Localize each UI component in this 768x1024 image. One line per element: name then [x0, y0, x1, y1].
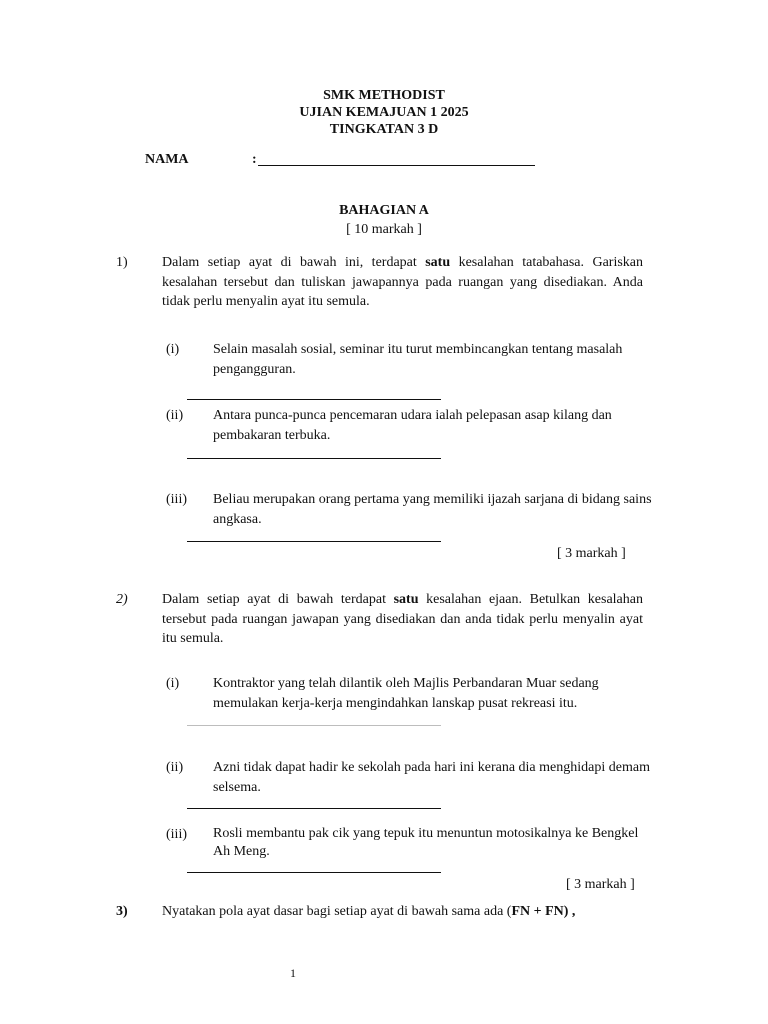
q1-item-3-answer-line[interactable]: [187, 541, 441, 542]
section-title: BAHAGIAN A: [339, 203, 429, 218]
q1-item-3-text: Beliau merupakan orang pertama yang memiliki ijazah sarjana di bidang sains angkasa.: [213, 492, 652, 527]
question-2-instruction: Dalam setiap ayat di bawah terdapat satu kesalahan ejaan. Betulkan kesalahan tersebut pada ruangan jawapan yang disediakan dan anda tidak perlu menyalin ayat itu semula.: [162, 592, 643, 646]
q1-item-1-text: Selain masalah sosial, seminar itu turut membincangkan tentang masalah pengangguran.: [213, 342, 623, 377]
question-1-marks: [ 3 markah ]: [557, 546, 626, 561]
question-1-instruction: Dalam setiap ayat di bawah ini, terdapat satu kesalahan tatabahasa. Gariskan kesalahan tersebut dan tuliskan jawapannya pada ruangan yang disediakan. Anda tidak perlu menyalin ayat itu semula.: [162, 255, 643, 309]
q2-item-3-answer-line[interactable]: [187, 872, 441, 873]
q1-item-1-number: (i): [166, 342, 180, 357]
page-number: 1: [290, 966, 296, 980]
section-marks: [ 10 markah ]: [346, 222, 422, 237]
question-2-number: 2): [116, 592, 128, 607]
q1-item-1-answer-line[interactable]: [187, 399, 441, 400]
q1-item-3-number: (iii): [166, 492, 187, 507]
q2-item-1-answer-line[interactable]: [187, 725, 441, 726]
exam-title: UJIAN KEMAJUAN 1 2025: [299, 105, 469, 120]
q2-item-1-text: Kontraktor yang telah dilantik oleh Majlis Perbandaran Muar sedang memulakan kerja-kerja mengindahkan lanskap pusat rekreasi itu.: [213, 676, 599, 711]
form-class: TINGKATAN 3 D: [329, 122, 439, 137]
q2-item-3-number: (iii): [166, 827, 187, 842]
question-3-instruction: Nyatakan pola ayat dasar bagi setiap ayat di bawah sama ada (FN + FN) ,: [162, 904, 576, 919]
q2-item-2-text: Azni tidak dapat hadir ke sekolah pada hari ini kerana dia menghidapi demam selsema.: [213, 760, 650, 795]
question-3-number: 3): [116, 904, 128, 919]
q2-item-1-number: (i): [166, 676, 180, 691]
q1-item-2-text: Antara punca-punca pencemaran udara ialah pelepasan asap kilang dan pembakaran terbuka.: [213, 408, 612, 443]
q2-item-3-text: Rosli membantu pak cik yang tepuk itu menuntun motosikalnya ke Bengkel Ah Meng.: [213, 826, 639, 859]
question-1-number: 1): [116, 255, 128, 270]
name-label: NAMA: [145, 152, 189, 167]
q1-item-2-answer-line[interactable]: [187, 458, 441, 459]
question-2-marks: [ 3 markah ]: [566, 877, 635, 892]
q1-item-2-number: (ii): [166, 408, 184, 423]
name-colon: :: [252, 152, 257, 167]
q2-item-2-number: (ii): [166, 760, 184, 775]
name-answer-line[interactable]: [258, 165, 535, 166]
school-name: SMK METHODIST: [323, 88, 445, 103]
q2-item-2-answer-line[interactable]: [187, 808, 441, 809]
